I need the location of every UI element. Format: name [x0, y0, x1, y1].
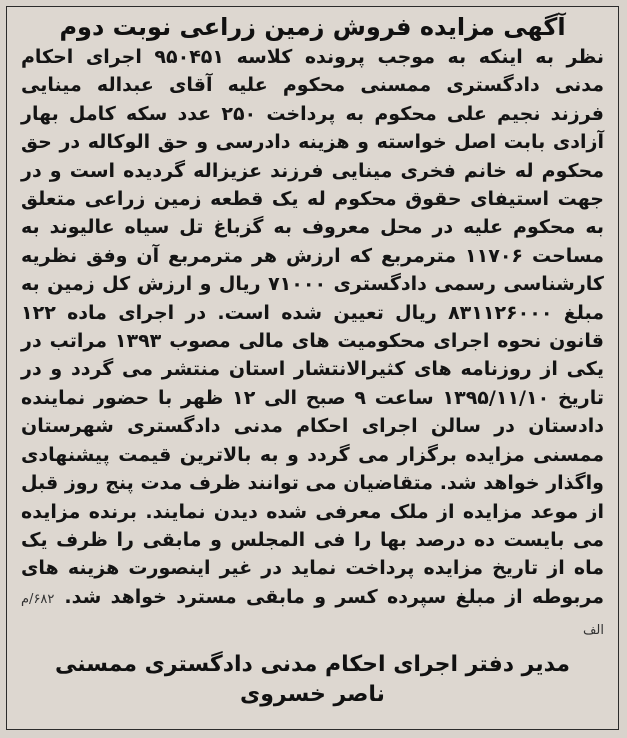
notice-title: آگهی مزایده فروش زمین زراعی نوبت دوم — [59, 13, 566, 41]
notice-body-text: نظر به اینکه به موجب پرونده کلاسه ۹۵۰۴۵۱ اجرای احکام مدنی دادگستری ممسنی محکوم علیه آقای عبداله مینایی فرزند نجیم علی محکوم به پرداخت ۲۵۰ عدد سکه کامل بهار آزادی بابت اصل خواسته و هزینه دادرسی و حق الوکاله در حق محکوم له خانم فخری مینایی فرزند عزیزاله گردیده است و در جهت استیفای حقوق محکوم له یک قطعه زمین زراعی متعلق به محکوم علیه در محل معروف به گزباغ تل سیاه عالیوند به مساحت ۱۱۷۰۶ مترمربع که ارزش هر مترمربع آن وفق نظریه کارشناسی رسمی دادگستری ۷۱۰۰۰ ریال و ارزش کل زمین به مبلغ ۸۳۱۱۲۶۰۰۰ ریال تعیین شده است. در اجرای ماده ۱۲۲ قانون نحوه اجرای محکومیت های مالی مصوب ۱۳۹۳ مراتب در یکی از روزنامه های کثیرالانتشار استان منتشر می گردد و در تاریخ ۱۳۹۵/۱۱/۱۰ ساعت ۹ صبح الی ۱۲ ظهر با حضور نماینده دادستان در سالن اجرای احکام مدنی دادگستری شهرستان ممسنی مزایده برگزار می گردد و به بالاترین قیمت پیشنهادی واگذار خواهد شد. متقاضیان می توانند ظرف مدت پنج روز قبل از موعد مزایده از ملک معرفی شده دیدن نمایند. برنده مزایده می بایست ده درصد بها را فی المجلس و مابقی را ظرف یک ماه از تاریخ مزایده پرداخت نماید در غیر اینصورت هزینه های مربوطه از مبلغ سپرده کسر و مابقی مسترد خواهد شد. — [21, 46, 605, 608]
signature-name: ناصر خسروی — [240, 681, 385, 707]
notice-code: ۶۸۲/م الف — [21, 591, 604, 639]
notice-body — [7, 43, 618, 646]
notice-page — [6, 6, 619, 730]
signature-title: مدیر دفتر اجرای احکام مدنی دادگستری ممسنی — [55, 651, 570, 677]
